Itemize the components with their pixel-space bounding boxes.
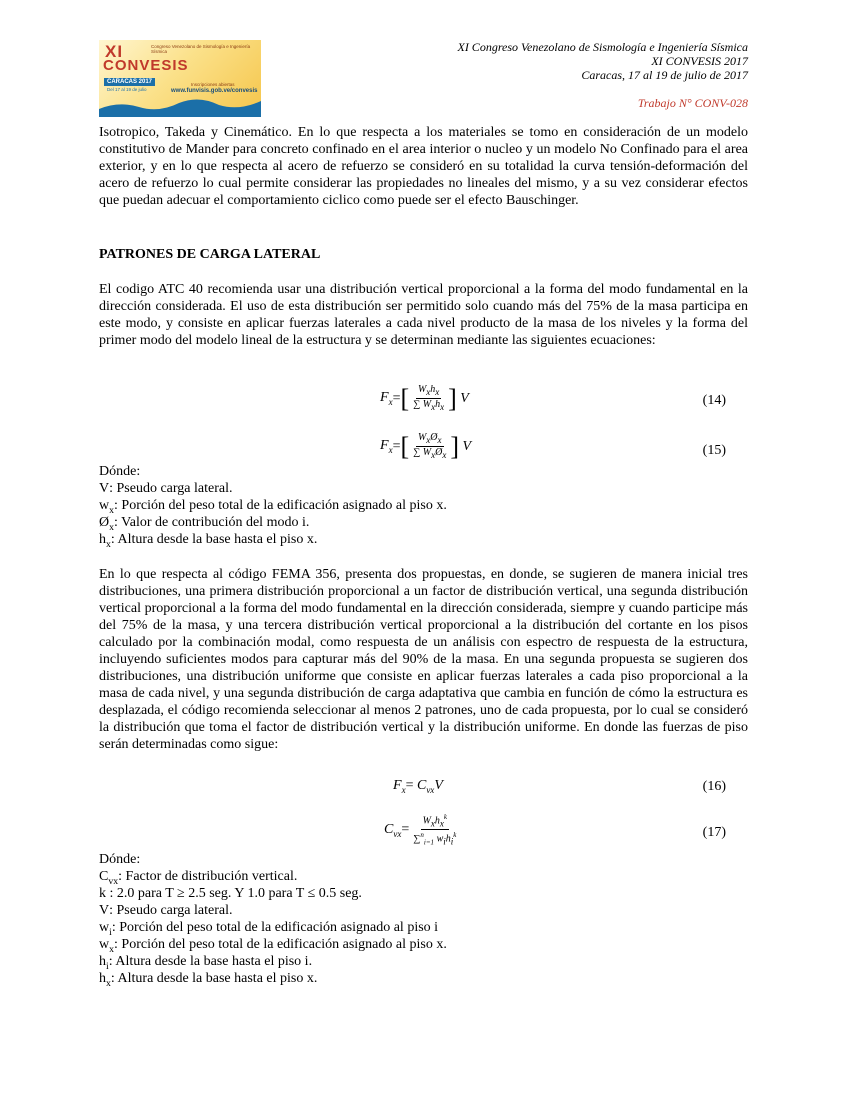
definition-item: $h_x$: Altura desde la base hasta el piso x. <box>99 532 318 550</box>
logo-inscripciones: Inscripciones abiertas <box>191 82 235 87</box>
convesis-logo <box>99 40 261 117</box>
atc-paragraph: El codigo ATC 40 recomienda usar una distribución vertical proporcional a la forma del modo fundamental en la dirección considerada. El uso de esta distribución ser permitido solo cuando más del 75% de la masa participa en este modo, y consiste en aplicar fuerzas laterales a cada nivel producto de la masa de los niveles y la forma del primer modo del modelo lineal de la estructura y se determinan mediante las siguientes ecuaciones: <box>99 282 748 348</box>
mountain-icon <box>99 93 261 117</box>
definition-item: $Ø_x$: Valor de contribución del modo i. <box>99 515 310 533</box>
definition-item: $C_{vx}$: Factor de distribución vertical. <box>99 869 298 887</box>
definition-item: $h_x$: Altura desde la base hasta el piso x. <box>99 971 318 989</box>
equation-14: $F_x$ = [ $\frac{W_xh_x}{\sum W_xh_x}$ ] V <box>380 383 469 413</box>
definition-item: V: Pseudo carga lateral. <box>99 903 233 918</box>
definition-item: $w_x$: Porción del peso total de la edificación asignado al piso x. <box>99 937 447 955</box>
equation-15: $F_x$ = [ $\frac{W_xØ_x}{\sum W_xØ_x}$ ] V <box>380 431 472 461</box>
logo-dates: Del 17 al 19 de julio <box>107 87 147 92</box>
equation-17: $C_{vx}$ = $\frac{W_xh_x^k}{\sum^n_{i=1} w_ih_i^k}$ <box>384 813 457 847</box>
equation-16: $F_x$ = $C_{vx}V$ <box>393 778 443 795</box>
definition-item: $w_i$: Porción del peso total de la edificación asignado al piso i <box>99 920 439 938</box>
intro-paragraph: Isotropico, Takeda y Cinemático. En lo que respecta a los materiales se tomo en consideración de un modelo constitutivo de Mander para concreto confinado en el area interior o nucleo y un modelo No Confinado para el area exterior, y en lo que respecta al acero de refuerzo se consideró en su totalidad la curva tensión-deformación del acero de refuerzo lo cual permite considerar las propiedades no lineales del mismo, y a su vez considerar efectos que puedan adecuar el comportamiento ciclico como puede ser el efecto Bauschinger. <box>99 125 748 208</box>
logo-numeral: XI <box>105 42 124 61</box>
logo-url: www.funvisis.gob.ve/convesis <box>171 88 258 94</box>
equation-17-number: (17) <box>702 825 726 840</box>
fema-paragraph: En lo que respecta al código FEMA 356, presenta dos propuestas, en donde, se sugieren de manera inicial tres distribuciones, una primera distribución proporcional a un factor de distribución vertical, una segunda distribución vertical proporcional a la forma del modo fundamental en la dirección considerada, siempre y cuando participe más del 75% de la masa, y una tercera distribución vertical proporcional a la distribución del cortante en los pisos calculado por la combinación modal, como respuesta de un análisis con espectro de respuesta de la estructura, incluyendo suficientes modos para capturar más del 90% de la masa. En una segunda propuesta se sugieren dos distribuciones, una distribución uniforme que consiste en aplicar fuerzas laterales a cada piso proporcional a la masa de cada nivel, y una segunda distribución de carga adaptativa que cambia en función de cómo la estructura es desplazada, el código recomienda seleccionar al menos 2 patrones, uno de cada propuesta, por lo cual se consideró la distribución que toma el factor de distribución vertical y la distribución uniforme. En donde las fuerzas de piso serán determinadas como sigue: <box>99 567 748 752</box>
logo-city-badge: CARACAS 2017 <box>104 78 155 86</box>
equation-16-number: (16) <box>702 779 726 794</box>
section-heading: PATRONES DE CARGA LATERAL <box>99 247 321 262</box>
header-work-id: Trabajo N° CONV-028 <box>637 96 748 110</box>
header-congress: XI Congreso Venezolano de Sismología e Ingeniería Sísmica <box>457 40 748 54</box>
logo-name: CONVESIS <box>103 57 189 74</box>
definition-item: $w_x$: Porción del peso total de la edificación asignado al piso x. <box>99 498 447 516</box>
definition-item: $h_i$: Altura desde la base hasta el piso i. <box>99 954 313 972</box>
definition-item: k : 2.0 para T ≥ 2.5 seg. Y 1.0 para T ≤ 0.5 seg. <box>99 886 362 901</box>
equation-15-number: (15) <box>702 443 726 458</box>
definitions-1-title: Dónde: <box>99 464 141 479</box>
header-dates: Caracas, 17 al 19 de julio de 2017 <box>581 68 748 82</box>
header-edition: XI CONVESIS 2017 <box>651 54 748 68</box>
logo-tagline: Congreso Venezolano de Sismología e Ingeniería Sísmica <box>151 44 251 54</box>
equation-14-number: (14) <box>702 393 726 408</box>
definition-item: V: Pseudo carga lateral. <box>99 481 233 496</box>
definitions-2-title: Dónde: <box>99 852 141 867</box>
